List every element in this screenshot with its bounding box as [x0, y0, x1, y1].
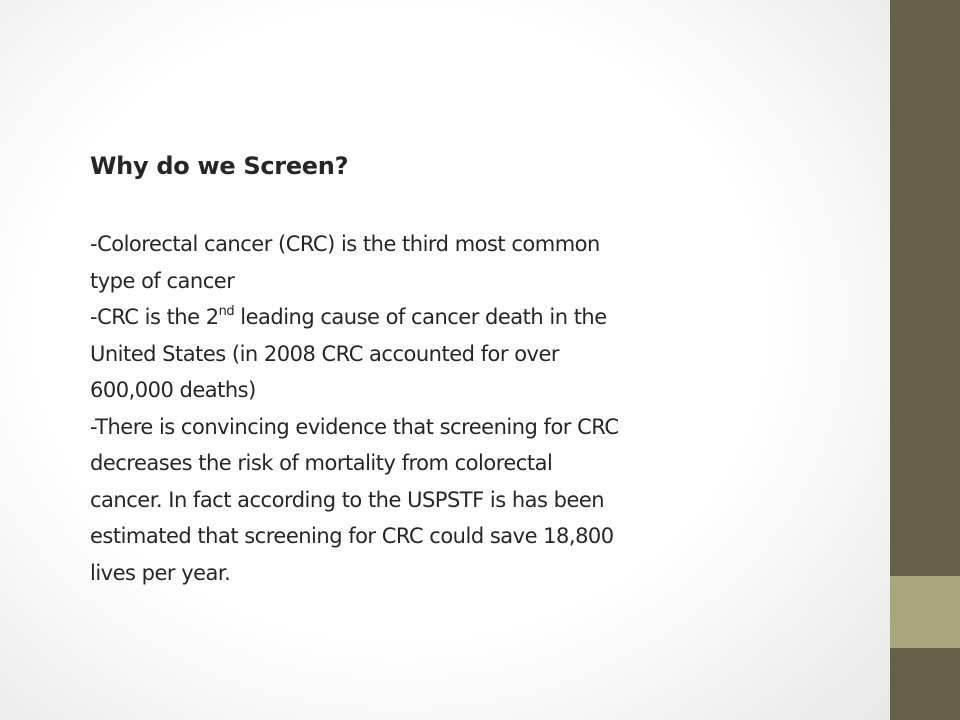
text-line: 600,000 deaths): [90, 378, 256, 402]
text-line: -Colorectal cancer (CRC) is the third most common: [90, 232, 600, 256]
text-line: estimated that screening for CRC could save 18,800: [90, 524, 614, 548]
text-fragment: -CRC is the 2: [90, 305, 219, 329]
text-line: decreases the risk of mortality from colorectal: [90, 451, 553, 475]
text-line: -There is convincing evidence that screening for CRC: [90, 414, 619, 439]
superscript-ordinal: nd: [218, 304, 235, 319]
slide-title: Why do we Screen?: [90, 152, 349, 180]
text-line: cancer. In fact according to the USPSTF is has been: [90, 487, 605, 512]
text-line: United States (in 2008 CRC accounted for over: [90, 341, 560, 366]
text-fragment: leading cause of cancer death in the: [234, 305, 607, 329]
slide-body: [90, 226, 790, 591]
bullet-third-most-common: [90, 226, 790, 299]
bullet-second-leading-cause: [90, 299, 790, 409]
text-line: type of cancer: [90, 268, 235, 293]
sidebar-accent-band: [890, 576, 960, 648]
bullet-screening-evidence: [90, 409, 790, 592]
text-line: [90, 299, 790, 336]
text-line: lives per year.: [90, 560, 231, 585]
